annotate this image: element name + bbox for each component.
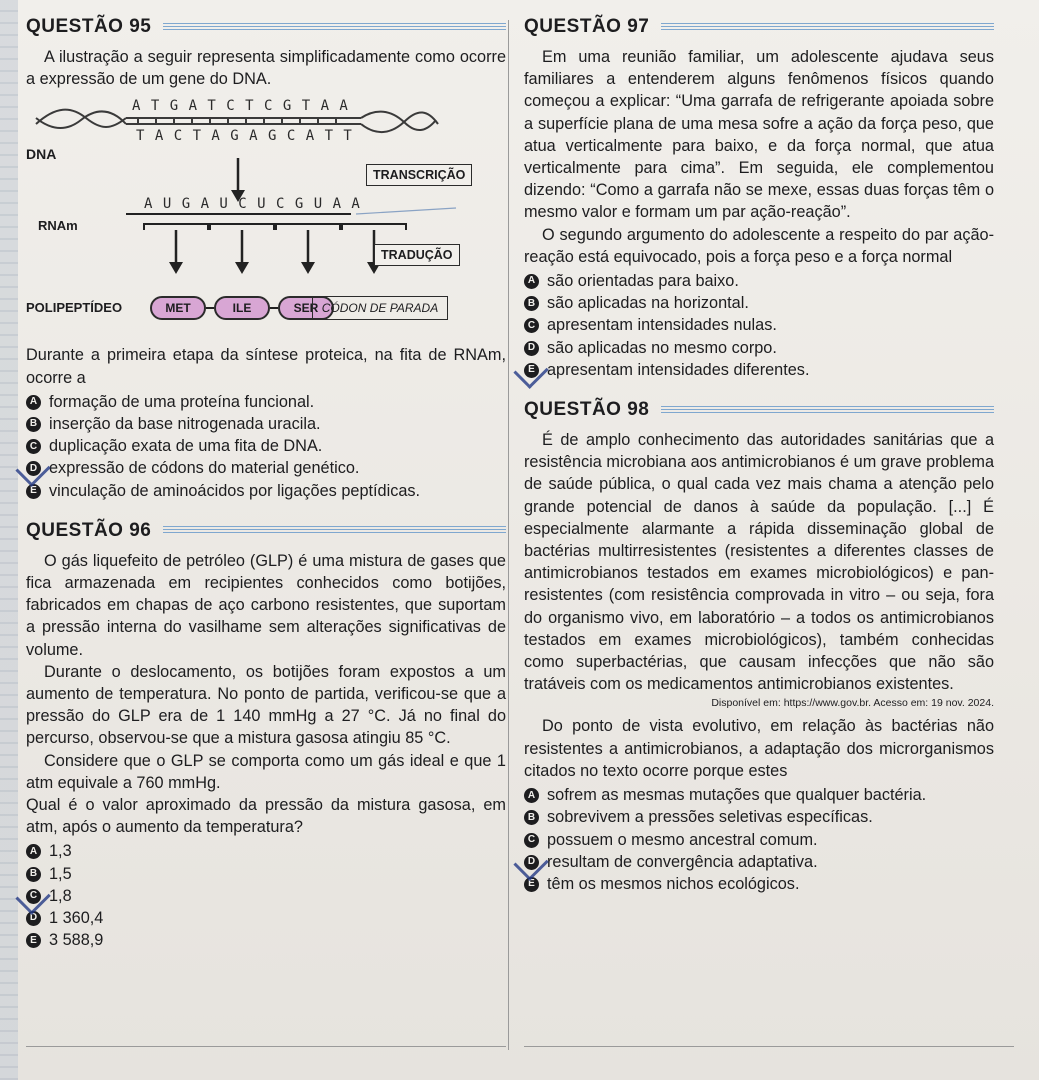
q97-options [524, 270, 994, 381]
option-text: resultam de convergência adaptativa. [547, 852, 818, 871]
q96-paragraph-2: Durante o deslocamento, os botijões foram expostos a um aumento de temperatura. No ponto de partida, verificou-se que a pressão do GLP era de 1 140 mmHg a 27 °C. Já no final do percurso, observou-se que a mistura gasosa atingiu 85 °C. [26, 662, 506, 748]
q95-stem: Durante a primeira etapa da síntese proteica, na fita de RNAm, ocorre a [26, 346, 506, 387]
q98-header [524, 395, 994, 425]
translation-arrows [176, 230, 374, 266]
codon-bracket-4 [342, 224, 406, 230]
option-letter: C [26, 439, 41, 454]
q98-paragraph-1: É de amplo conhecimento das autoridades sanitárias que a resistência microbiana aos antimicrobianos é um grave problema de saúde pública, o qual cada vez mais chama a atenção pelo grande potencial de danos à saúde da população. [...] É especialmente alarmante a rápida disseminação global de bactérias multirresistentes (resistentes a diferentes classes de antimicrobianos testados em exames microbiológicos) e pan-resistentes (com resistência comprovada in vitro – ou seja, fora do organismo vivo, em laboratório – a todos os antimicrobianos testados em exames microbiológicos), também conhecidas como superbactérias, que causam infecções que não são tratáveis com os medicamentos antimicrobianos existentes. [524, 431, 994, 694]
option-text: 1,5 [49, 864, 72, 883]
q96-title: QUESTÃO 96 [26, 519, 152, 541]
q96-stem: Qual é o valor aproximado da pressão da mistura gasosa, em atm, após o aumento da temperatura? [26, 796, 506, 837]
aa-met: MET [150, 296, 206, 320]
q95-options [26, 391, 506, 502]
option-letter: E [524, 363, 539, 378]
column-divider [508, 20, 509, 1050]
q98-source: Disponível em: https://www.gov.br. Acesso em: 19 nov. 2024. [711, 697, 994, 710]
q97-header-bar [661, 23, 994, 32]
q95-option-a[interactable] [26, 391, 506, 413]
q97-header [524, 12, 994, 42]
option-text: sofrem as mesmas mutações que qualquer bactéria. [547, 786, 927, 805]
q97-paragraph-2: O segundo argumento do adolescente a respeito do par ação-reação está equivocado, pois a força peso e a força normal [524, 225, 994, 266]
q97-option-b[interactable] [524, 292, 994, 314]
option-text: expressão de códons do material genético. [49, 459, 360, 478]
q98-paragraph-2: Do ponto de vista evolutivo, em relação às bactérias não resistentes a antimicrobianos, a adaptação dos microrganismos citados no texto ocorre porque estes [524, 717, 994, 780]
option-text: têm os mesmos nichos ecológicos. [547, 874, 800, 893]
rna-sequence: A U G A U C U C G U A A [144, 196, 361, 213]
option-letter: B [524, 296, 539, 311]
q97-option-a[interactable] [524, 270, 994, 292]
q97-title: QUESTÃO 97 [524, 16, 650, 37]
q95-header-bar [163, 23, 506, 32]
option-letter: B [26, 867, 41, 882]
q96-paragraph-1: O gás liquefeito de petróleo (GLP) é uma mistura de gases que fica armazenada em recipientes conhecidos como botijões, fabricados em chapas de aço carbono resistentes, que suportam a pressão interna do vasilhame sem alterações significativas de volume. [26, 551, 506, 659]
option-letter: D [26, 461, 41, 476]
option-text: são aplicadas na horizontal. [547, 294, 749, 313]
option-letter: D [26, 911, 41, 926]
option-text: 1,8 [49, 886, 72, 905]
q95-option-d[interactable] [26, 457, 506, 479]
q97-option-c[interactable] [524, 314, 994, 336]
q96-option-b[interactable] [26, 863, 506, 885]
option-text: apresentam intensidades nulas. [547, 316, 777, 335]
page-edge [0, 0, 18, 1080]
stop-codon-label: CÓDON DE PARADA [312, 296, 448, 320]
q96-header [26, 516, 506, 546]
option-text: vinculação de aminoácidos por ligações peptídicas. [49, 481, 421, 500]
q98-option-b[interactable] [524, 806, 994, 828]
option-letter: A [524, 788, 539, 803]
q95-intro: A ilustração a seguir representa simplificadamente como ocorre a expressão de um gene do DNA. [26, 48, 506, 89]
option-letter: E [524, 877, 539, 892]
option-letter: B [524, 810, 539, 825]
option-text: 1 360,4 [49, 909, 104, 928]
option-letter: D [524, 855, 539, 870]
translation-label: TRADUÇÃO [374, 244, 460, 266]
aa-ser: SER [278, 296, 334, 320]
q98-option-e[interactable] [524, 873, 994, 895]
option-text: apresentam intensidades diferentes. [547, 360, 810, 379]
dna-top-sequence: A T G A T C T C G T A A [132, 98, 349, 115]
transcription-label: TRANSCRIÇÃO [366, 164, 472, 186]
aa-ile: ILE [214, 296, 270, 320]
q95-option-c[interactable] [26, 435, 506, 457]
rna-label: RNAm [38, 218, 78, 234]
q96-option-d[interactable] [26, 907, 506, 929]
q98-option-d[interactable] [524, 851, 994, 873]
q98-options [524, 784, 994, 895]
option-text: duplicação exata de uma fita de DNA. [49, 437, 323, 456]
q97-paragraph-1: Em uma reunião familiar, um adolescente ajudava seus familiares a entenderem alguns fenômenos físicos quando começou a explicar: “Uma garrafa de refrigerante apoiada sobre a superfície plana de uma mesa sofre a ação da força peso, que atua verticalmente para baixo, e da força normal, que atua verticalmente para cima”. Em seguida, ele complementou dizendo: “Como a garrafa não se mexe, essas duas forças têm o mesmo valor e formam um par ação-reação”. [524, 48, 994, 222]
option-letter: C [26, 889, 41, 904]
q98-title: QUESTÃO 98 [524, 399, 650, 421]
bottom-rule-right [524, 1046, 1014, 1047]
dna-label: DNA [26, 146, 57, 163]
q97-option-e[interactable] [524, 359, 994, 381]
option-text: possuem o mesmo ancestral comum. [547, 830, 818, 849]
q98-option-a[interactable] [524, 784, 994, 806]
option-text: formação de uma proteína funcional. [49, 392, 315, 411]
codon-bracket-3 [276, 224, 340, 230]
bottom-rule-left [26, 1046, 506, 1047]
option-text: 1,3 [49, 842, 72, 861]
codon-bracket-1 [144, 224, 208, 230]
q96-options [26, 840, 506, 951]
option-letter: A [524, 274, 539, 289]
q98-option-c[interactable] [524, 829, 994, 851]
option-letter: D [524, 341, 539, 356]
option-letter: A [26, 395, 41, 410]
option-letter: A [26, 844, 41, 859]
q96-header-bar [163, 526, 506, 535]
q96-option-e[interactable] [26, 929, 506, 951]
q96-option-c[interactable] [26, 885, 506, 907]
polypeptide-label: POLIPEPTÍDEO [26, 300, 123, 316]
option-letter: B [26, 417, 41, 432]
helix-left-strand-a [36, 110, 126, 127]
option-letter: E [26, 933, 41, 948]
q95-header [26, 12, 506, 42]
diagram-pencil-line [356, 208, 456, 214]
q95-option-e[interactable] [26, 480, 506, 502]
option-letter: C [524, 833, 539, 848]
gene-expression-diagram [26, 96, 506, 336]
codon-bracket-2 [210, 224, 274, 230]
option-letter: C [524, 318, 539, 333]
q95-option-b[interactable] [26, 413, 506, 435]
option-text: 3 588,9 [49, 931, 104, 950]
q96-paragraph-3: Considere que o GLP se comporta como um gás ideal e que 1 atm equivale a 760 mmHg. [26, 751, 506, 792]
q95-title: QUESTÃO 95 [26, 16, 152, 37]
right-column [524, 12, 994, 895]
option-text: inserção da base nitrogenada uracila. [49, 415, 321, 434]
option-text: sobrevivem a pressões seletivas específicas. [547, 808, 873, 827]
translation-arrowheads [169, 262, 381, 274]
q98-header-bar [661, 406, 994, 415]
left-column [26, 12, 506, 951]
q97-option-d[interactable] [524, 337, 994, 359]
option-letter: E [26, 484, 41, 499]
dna-bottom-sequence: T A C T A G A G C A T T [136, 128, 353, 145]
option-text: são aplicadas no mesmo corpo. [547, 338, 777, 357]
q96-option-a[interactable] [26, 840, 506, 862]
option-text: são orientadas para baixo. [547, 272, 739, 291]
